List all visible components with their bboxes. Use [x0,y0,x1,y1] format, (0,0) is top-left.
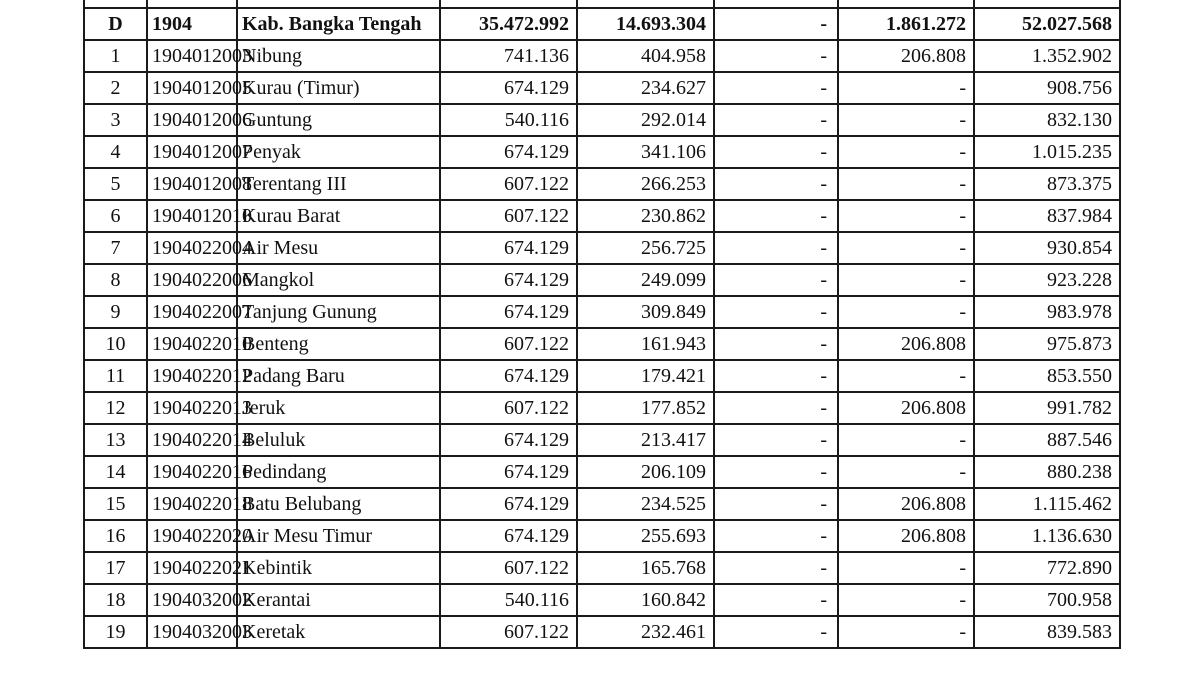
table-row [84,584,1120,616]
summary-code: 1904 [147,8,237,40]
village-name: Kurau Barat [237,200,440,232]
amount-col2: 266.253 [577,168,714,200]
amount-col3: - [714,456,838,488]
village-code: 1904012006 [147,104,237,136]
table-row [84,232,1120,264]
table-row [84,424,1120,456]
village-code: 1904022014 [147,424,237,456]
village-name: Padang Baru [237,360,440,392]
village-code: 1904012008 [147,168,237,200]
cut-off-cell [440,0,577,8]
village-name: Keretak [237,616,440,648]
amount-col1: 607.122 [440,616,577,648]
amount-total: 975.873 [974,328,1120,360]
amount-col1: 540.116 [440,584,577,616]
amount-col2: 177.852 [577,392,714,424]
amount-col2: 292.014 [577,104,714,136]
amount-col4: - [838,72,974,104]
village-code: 1904012010 [147,200,237,232]
summary-col2: 14.693.304 [577,8,714,40]
amount-col2: 255.693 [577,520,714,552]
cut-off-cell [237,0,440,8]
village-code: 1904012005 [147,72,237,104]
row-no: 9 [84,296,147,328]
village-name: Penyak [237,136,440,168]
table-row [84,264,1120,296]
amount-total: 887.546 [974,424,1120,456]
row-no: 11 [84,360,147,392]
village-code: 1904022010 [147,328,237,360]
amount-total: 880.238 [974,456,1120,488]
amount-col3: - [714,488,838,520]
amount-col3: - [714,520,838,552]
row-no: 3 [84,104,147,136]
amount-total: 983.978 [974,296,1120,328]
amount-col2: 232.461 [577,616,714,648]
summary-name: Kab. Bangka Tengah [237,8,440,40]
amount-total: 930.854 [974,232,1120,264]
amount-col4: - [838,584,974,616]
village-code: 1904022013 [147,392,237,424]
summary-col1: 35.472.992 [440,8,577,40]
amount-col2: 256.725 [577,232,714,264]
amount-col4: - [838,456,974,488]
amount-col3: - [714,40,838,72]
table-row [84,488,1120,520]
amount-col4: - [838,264,974,296]
amount-col4: - [838,552,974,584]
village-name: Benteng [237,328,440,360]
village-code: 1904022004 [147,232,237,264]
amount-col1: 674.129 [440,456,577,488]
amount-col4: - [838,200,974,232]
village-name: Guntung [237,104,440,136]
amount-col4: 206.808 [838,40,974,72]
amount-col2: 213.417 [577,424,714,456]
amount-col4: - [838,232,974,264]
table-row [84,200,1120,232]
amount-total: 991.782 [974,392,1120,424]
village-name: Terentang III [237,168,440,200]
village-code: 1904012003 [147,40,237,72]
table-row [84,616,1120,648]
amount-col3: - [714,360,838,392]
amount-col4: - [838,296,974,328]
amount-col4: 206.808 [838,328,974,360]
row-no: 13 [84,424,147,456]
regency-summary-row [84,8,1120,40]
row-no: 10 [84,328,147,360]
amount-col2: 160.842 [577,584,714,616]
amount-col4: - [838,104,974,136]
table-row [84,520,1120,552]
amount-total: 1.352.902 [974,40,1120,72]
amount-col4: 206.808 [838,392,974,424]
amount-col3: - [714,328,838,360]
amount-col1: 607.122 [440,392,577,424]
amount-col1: 540.116 [440,104,577,136]
allocation-table [83,0,1121,649]
amount-col1: 607.122 [440,200,577,232]
amount-col2: 179.421 [577,360,714,392]
amount-col2: 161.943 [577,328,714,360]
cut-off-cell [147,0,237,8]
amount-col1: 674.129 [440,72,577,104]
village-code: 1904022007 [147,296,237,328]
village-code: 1904032002 [147,584,237,616]
row-no: 18 [84,584,147,616]
amount-total: 853.550 [974,360,1120,392]
amount-col2: 230.862 [577,200,714,232]
amount-col1: 674.129 [440,488,577,520]
amount-col3: - [714,232,838,264]
amount-col2: 404.958 [577,40,714,72]
row-no: 4 [84,136,147,168]
village-name: Nibung [237,40,440,72]
village-code: 1904022012 [147,360,237,392]
village-name: Batu Belubang [237,488,440,520]
table-row [84,552,1120,584]
village-code: 1904022021 [147,552,237,584]
amount-col2: 206.109 [577,456,714,488]
amount-col2: 309.849 [577,296,714,328]
amount-col4: - [838,616,974,648]
amount-col3: - [714,72,838,104]
village-name: Air Mesu [237,232,440,264]
table-row [84,40,1120,72]
amount-col2: 234.525 [577,488,714,520]
amount-col1: 607.122 [440,328,577,360]
table-row [84,392,1120,424]
amount-total: 839.583 [974,616,1120,648]
village-name: Kurau (Timur) [237,72,440,104]
amount-total: 832.130 [974,104,1120,136]
amount-col1: 741.136 [440,40,577,72]
summary-col3: - [714,8,838,40]
amount-total: 923.228 [974,264,1120,296]
amount-col1: 674.129 [440,424,577,456]
amount-col3: - [714,584,838,616]
row-no: 16 [84,520,147,552]
table-row [84,328,1120,360]
amount-total: 837.984 [974,200,1120,232]
village-code: 1904022020 [147,520,237,552]
amount-col2: 234.627 [577,72,714,104]
amount-col3: - [714,200,838,232]
amount-col4: - [838,168,974,200]
row-no: 2 [84,72,147,104]
amount-col4: - [838,360,974,392]
amount-col3: - [714,552,838,584]
amount-total: 700.958 [974,584,1120,616]
row-no: 12 [84,392,147,424]
amount-total: 1.115.462 [974,488,1120,520]
table-row [84,72,1120,104]
amount-col3: - [714,424,838,456]
amount-total: 1.015.235 [974,136,1120,168]
table-row [84,168,1120,200]
amount-col1: 674.129 [440,232,577,264]
row-no: 14 [84,456,147,488]
row-no: 15 [84,488,147,520]
cut-off-cell [838,0,974,8]
amount-col3: - [714,104,838,136]
amount-col2: 165.768 [577,552,714,584]
summary-col4: 1.861.272 [838,8,974,40]
amount-col3: - [714,616,838,648]
amount-col3: - [714,392,838,424]
row-no: 7 [84,232,147,264]
row-no: 17 [84,552,147,584]
village-name: Pedindang [237,456,440,488]
amount-col1: 674.129 [440,264,577,296]
summary-total: 52.027.568 [974,8,1120,40]
amount-col3: - [714,168,838,200]
village-code: 1904032003 [147,616,237,648]
amount-col1: 674.129 [440,136,577,168]
table-body [84,0,1120,648]
amount-col1: 607.122 [440,168,577,200]
amount-total: 873.375 [974,168,1120,200]
amount-col1: 607.122 [440,552,577,584]
village-name: Jeruk [237,392,440,424]
amount-col3: - [714,296,838,328]
amount-col3: - [714,136,838,168]
amount-col1: 674.129 [440,520,577,552]
cut-off-cell [974,0,1120,8]
row-no: 6 [84,200,147,232]
row-no: 8 [84,264,147,296]
amount-total: 772.890 [974,552,1120,584]
cut-off-cell [577,0,714,8]
village-code: 1904022016 [147,456,237,488]
amount-col4: - [838,424,974,456]
amount-col4: 206.808 [838,488,974,520]
row-no: 1 [84,40,147,72]
cut-off-cell [84,0,147,8]
amount-col1: 674.129 [440,296,577,328]
amount-col4: 206.808 [838,520,974,552]
table-row [84,360,1120,392]
amount-col2: 341.106 [577,136,714,168]
village-name: Tanjung Gunung [237,296,440,328]
table-row [84,136,1120,168]
village-name: Beluluk [237,424,440,456]
table-row [84,296,1120,328]
amount-total: 1.136.630 [974,520,1120,552]
village-code: 1904022006 [147,264,237,296]
amount-col3: - [714,264,838,296]
village-code: 1904012007 [147,136,237,168]
village-name: Kebintik [237,552,440,584]
cut-off-cell [714,0,838,8]
table-row [84,456,1120,488]
village-name: Air Mesu Timur [237,520,440,552]
amount-total: 908.756 [974,72,1120,104]
row-no: 5 [84,168,147,200]
table-row [84,104,1120,136]
amount-col1: 674.129 [440,360,577,392]
cut-off-row [84,0,1120,8]
village-name: Kerantai [237,584,440,616]
village-code: 1904022018 [147,488,237,520]
row-no: 19 [84,616,147,648]
summary-no: D [84,8,147,40]
village-name: Mangkol [237,264,440,296]
amount-col4: - [838,136,974,168]
amount-col2: 249.099 [577,264,714,296]
